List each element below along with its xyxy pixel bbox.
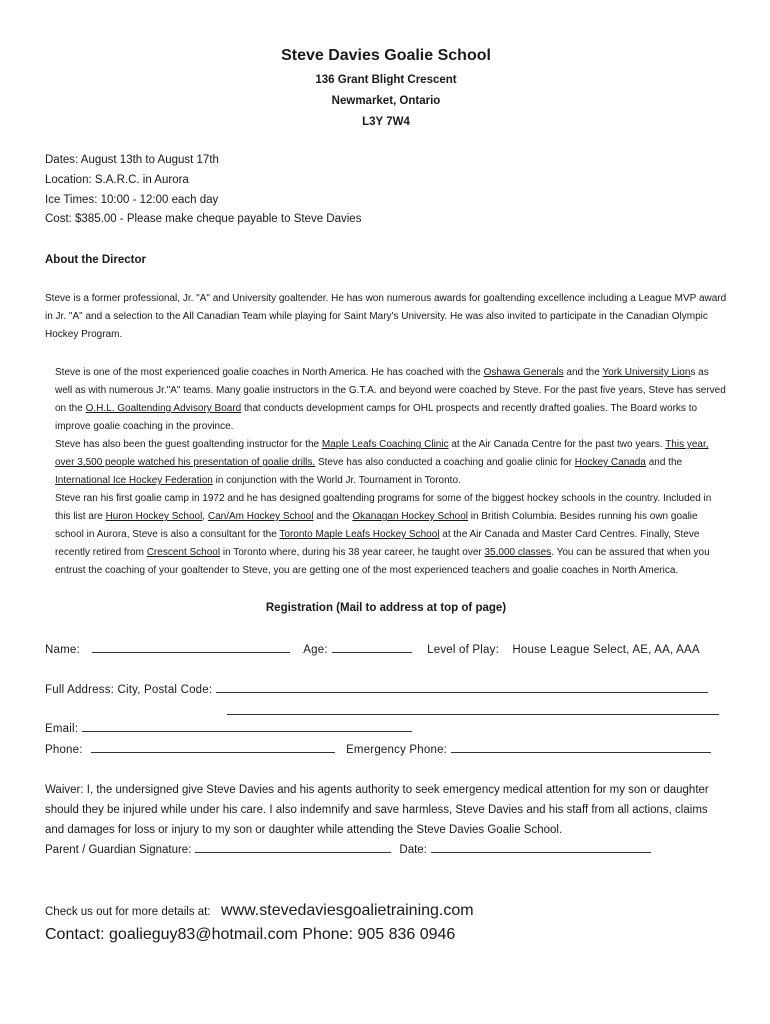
link-iihf[interactable]: International Ice Hockey Federation — [55, 475, 213, 486]
bio-paragraph-4 — [45, 490, 727, 580]
link-crescent-school[interactable]: Crescent School — [146, 547, 221, 558]
text-run: and the — [313, 511, 353, 522]
address-field-2[interactable] — [227, 704, 719, 715]
text-run: . You can be assured that when you entrust the coaching of your goaltender to Steve, you are getting one of the most experienced teachers and goalie coaches in North America. — [55, 547, 710, 576]
director-bio-1 — [45, 290, 727, 344]
director-heading: About the Director — [45, 254, 146, 266]
link-ohl-advisory-board[interactable]: O.H.L. Goaltending Advisory Board — [85, 403, 242, 414]
name-row — [45, 642, 700, 656]
address-line-2: Newmarket, Ontario — [331, 95, 441, 107]
date-label: Date: — [399, 844, 427, 856]
text-run: Steve has also been the guest goaltending instructor for the — [55, 439, 322, 450]
address-row-2 — [227, 704, 719, 718]
website-link[interactable]: www.stevedaviesgoalietraining.com — [221, 902, 474, 919]
ice-times-line: Ice Times: 10:00 - 12:00 each day — [45, 194, 219, 206]
link-canam-hockey[interactable]: Can/Am Hockey School — [207, 511, 314, 522]
emergency-phone-field[interactable] — [451, 742, 711, 753]
address-field-1[interactable] — [216, 682, 708, 693]
document-title: Steve Davies Goalie School — [281, 47, 491, 64]
more-details-label: Check us out for more details at: — [45, 906, 211, 918]
address-row — [45, 682, 712, 696]
bio-paragraph-2 — [45, 364, 727, 436]
signature-field[interactable] — [195, 842, 391, 853]
more-details-row — [45, 902, 474, 920]
link-presentation[interactable]: This year, over 3,500 people watched his presentation of goalie drills. — [55, 439, 709, 468]
address-line-1: 136 Grant Blight Crescent — [315, 74, 457, 86]
email-row — [45, 721, 416, 735]
text-run: at the Air Canada Centre for the past two years. — [448, 439, 666, 450]
age-field[interactable] — [332, 642, 412, 653]
signature-label: Parent / Guardian Signature: — [45, 844, 192, 856]
dates-line: Dates: August 13th to August 17th — [45, 154, 219, 166]
link-hockey-canada[interactable]: Hockey Canada — [574, 457, 646, 468]
text-run: at the Air Canada and Master Card Centres. Finally, Steve recently retired from — [55, 529, 700, 558]
emergency-label: Emergency Phone: — [346, 744, 448, 756]
link-oshawa-generals[interactable]: Oshawa Generals — [483, 367, 564, 378]
contact-line: Contact: goalieguy83@hotmail.com Phone: 905 836 0946 — [45, 926, 456, 943]
age-label: Age: — [303, 644, 328, 656]
link-maple-leafs-clinic[interactable]: Maple Leafs Coaching Clinic — [321, 439, 449, 450]
link-toronto-maple-leafs-school[interactable]: Toronto Maple Leafs Hockey School — [279, 529, 440, 540]
text-run: Steve ran his first goalie camp in 1972 and he has designed goaltending programs for some of the biggest hockey schools in the country. Included in this list are — [55, 493, 712, 522]
email-label: Email: — [45, 723, 79, 735]
level-options[interactable]: House League Select, AE, AA, AAA — [512, 644, 700, 656]
name-field[interactable] — [92, 642, 290, 653]
waiver-section — [45, 780, 727, 860]
text-run: that conducts development camps for OHL prospects and recently drafted goalies. The Board works to improve goalie coaching in the province. — [55, 403, 698, 432]
link-classes[interactable]: 35,000 classes — [484, 547, 552, 558]
text-run: Steve is one of the most experienced goalie coaches in North America. He has coached with the — [55, 367, 484, 378]
signature-row — [45, 840, 727, 860]
address-label: Full Address: City, Postal Code: — [45, 684, 213, 696]
date-field[interactable] — [431, 842, 651, 853]
phone-label: Phone: — [45, 744, 83, 756]
text-run: and the — [563, 367, 603, 378]
text-run: in conjunction with the World Jr. Tournament in Toronto. — [212, 475, 461, 486]
bio-paragraph-1: Steve is a former professional, Jr. "A" and University goaltender. He has won numerous awards for goaltending excellence including a League MVP award in Jr. "A" and a selection to the All Canadian Team while playing for Saint Mary's University. He was also invited to participate in the Canadian Olympic Hockey Program. — [45, 293, 727, 340]
link-okanagan-hockey[interactable]: Okanagan Hockey School — [352, 511, 469, 522]
name-label: Name: — [45, 644, 80, 656]
text-run: in Toronto where, during his 38 year career, he taught over — [220, 547, 485, 558]
bio-paragraph-3 — [45, 436, 727, 490]
level-label: Level of Play: — [427, 644, 499, 656]
text-run: Steve has also conducted a coaching and goalie clinic for — [315, 457, 575, 468]
email-field[interactable] — [82, 721, 412, 732]
phone-field[interactable] — [91, 742, 335, 753]
text-run: s as well as with numerous Jr."A" teams. Many goalie instructors in the G.T.A. and beyond were coached by Steve. For the past five years, Steve has served on the — [55, 367, 726, 414]
cost-line: Cost: $385.00 - Please make cheque payable to Steve Davies — [45, 213, 362, 225]
link-york-university[interactable]: York University Lion — [602, 367, 691, 378]
text-run: , — [202, 511, 208, 522]
link-huron-hockey[interactable]: Huron Hockey School — [105, 511, 203, 522]
location-line: Location: S.A.R.C. in Aurora — [45, 174, 189, 186]
director-bio-2 — [45, 364, 727, 580]
address-line-3: L3Y 7W4 — [362, 116, 410, 128]
text-run: in British Columbia. Besides running his own goalie school in Aurora, Steve is also a consultant for the — [55, 511, 698, 540]
waiver-text: Waiver: I, the undersigned give Steve Davies and his agents authority to seek emergency medical attention for my son or daughter should they be injured while under his care. I also indemnify and save harmless, Steve Davies and his staff from all actions, claims and damages for loss or injury to my son or daughter while attending the Steve Davies Goalie School. — [45, 784, 709, 836]
registration-heading: Registration (Mail to address at top of page) — [265, 602, 507, 614]
phone-row — [45, 742, 715, 756]
text-run: and the — [645, 457, 683, 468]
